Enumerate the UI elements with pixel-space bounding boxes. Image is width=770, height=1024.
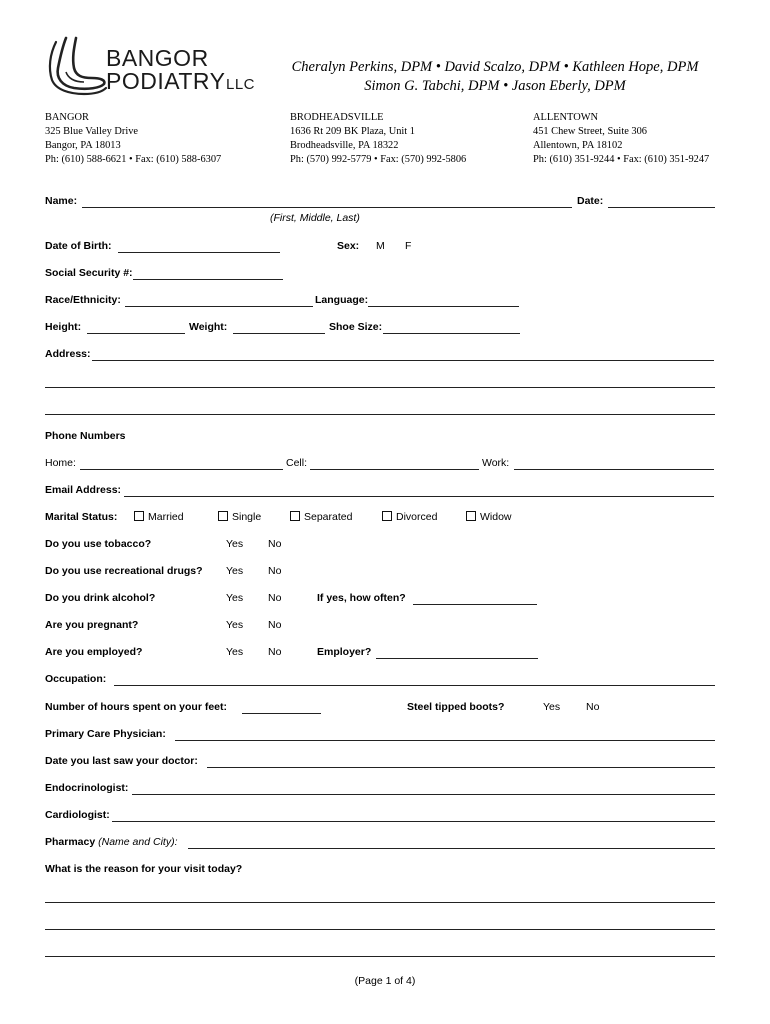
logo — [44, 34, 264, 100]
pcp-field[interactable] — [175, 740, 715, 741]
marital-option-label: Divorced — [396, 511, 438, 523]
office-name: BANGOR — [45, 112, 89, 123]
shoe-size-field[interactable] — [383, 333, 520, 334]
marital-married[interactable] — [134, 511, 184, 523]
pharmacy-label-bold: Pharmacy — [45, 836, 96, 848]
office-street: 451 Chew Street, Suite 306 — [533, 126, 647, 137]
steel-boots-yes[interactable]: Yes — [543, 701, 561, 713]
marital-divorced[interactable] — [382, 511, 437, 523]
steel-boots-no[interactable]: No — [586, 701, 600, 713]
date-field[interactable] — [608, 207, 715, 208]
alcohol-yes[interactable]: Yes — [226, 592, 244, 604]
foot-logo-icon — [44, 34, 108, 96]
email-label: Email Address: — [45, 484, 122, 496]
reason-field-3[interactable] — [45, 956, 715, 957]
office-city: Bangor, PA 18013 — [45, 140, 121, 151]
employed-question: Are you employed? — [45, 646, 143, 658]
doctors-line2: Simon G. Tabchi, DPM • Jason Eberly, DPM — [364, 78, 626, 94]
checkbox[interactable] — [218, 511, 228, 521]
pregnant-question: Are you pregnant? — [45, 619, 139, 631]
page-number: (Page 1 of 4) — [354, 975, 416, 987]
drugs-yes[interactable]: Yes — [226, 565, 244, 577]
employed-yes[interactable]: Yes — [226, 646, 244, 658]
alcohol-no[interactable]: No — [268, 592, 282, 604]
marital-status-label: Marital Status: — [45, 511, 118, 523]
reason-field-1[interactable] — [45, 902, 715, 903]
race-label: Race/Ethnicity: — [45, 294, 121, 306]
office-brodheadsville — [290, 111, 466, 167]
steel-boots-question: Steel tipped boots? — [407, 701, 505, 713]
language-label: Language: — [315, 294, 369, 306]
sex-label: Sex: — [337, 240, 360, 252]
endocrinologist-field[interactable] — [132, 794, 715, 795]
sex-option-m[interactable]: M — [376, 240, 385, 252]
address-field-2[interactable] — [45, 387, 715, 388]
office-city: Allentown, PA 18102 — [533, 140, 623, 151]
pharmacy-label — [45, 836, 177, 848]
phone-numbers-heading: Phone Numbers — [45, 430, 126, 442]
occupation-field[interactable] — [114, 685, 715, 686]
pcp-label: Primary Care Physician: — [45, 728, 166, 740]
office-bangor — [45, 111, 221, 167]
logo-suffix: LLC — [226, 76, 256, 93]
office-street: 1636 Rt 209 BK Plaza, Unit 1 — [290, 126, 415, 137]
marital-option-label: Single — [232, 511, 262, 523]
dob-field[interactable] — [118, 252, 280, 253]
endocrinologist-label: Endocrinologist: — [45, 782, 129, 794]
language-field[interactable] — [368, 306, 519, 307]
pregnant-no[interactable]: No — [268, 619, 282, 631]
shoe-size-label: Shoe Size: — [329, 321, 383, 333]
cell-phone-field[interactable] — [310, 469, 479, 470]
drugs-no[interactable]: No — [268, 565, 282, 577]
date-label: Date: — [577, 195, 604, 207]
tobacco-question: Do you use tobacco? — [45, 538, 152, 550]
occupation-label: Occupation: — [45, 673, 107, 685]
marital-option-label: Widow — [480, 511, 512, 523]
marital-option-label: Separated — [304, 511, 353, 523]
last-visit-label: Date you last saw your doctor: — [45, 755, 198, 767]
marital-widow[interactable] — [466, 511, 512, 523]
how-often-label: If yes, how often? — [317, 592, 406, 604]
checkbox[interactable] — [382, 511, 392, 521]
doctors-line1: Cheralyn Perkins, DPM • David Scalzo, DPM • Kathleen Hope, DPM — [291, 59, 699, 75]
cell-phone-label: Cell: — [286, 457, 308, 469]
hours-on-feet-field[interactable] — [242, 713, 321, 714]
office-name: ALLENTOWN — [533, 112, 599, 123]
height-field[interactable] — [87, 333, 185, 334]
name-field[interactable] — [82, 207, 572, 208]
address-field-1[interactable] — [92, 360, 714, 361]
how-often-field[interactable] — [413, 604, 537, 605]
address-field-3[interactable] — [45, 414, 715, 415]
marital-single[interactable] — [218, 511, 261, 523]
marital-separated[interactable] — [290, 511, 352, 523]
office-city: Brodheadsville, PA 18322 — [290, 140, 399, 151]
marital-option-label: Married — [148, 511, 184, 523]
alcohol-question: Do you drink alcohol? — [45, 592, 156, 604]
logo-line1: BANGOR — [106, 45, 209, 71]
office-name: BRODHEADSVILLE — [290, 112, 384, 123]
pregnant-yes[interactable]: Yes — [226, 619, 244, 631]
work-phone-label: Work: — [482, 457, 510, 469]
office-phone: Ph: (570) 992-5779 • Fax: (570) 992-5806 — [290, 154, 467, 165]
employer-field[interactable] — [376, 658, 538, 659]
sex-option-f[interactable]: F — [405, 240, 412, 252]
tobacco-yes[interactable]: Yes — [226, 538, 244, 550]
last-visit-field[interactable] — [207, 767, 715, 768]
ssn-field[interactable] — [133, 279, 283, 280]
employer-label: Employer? — [317, 646, 372, 658]
office-street: 325 Blue Valley Drive — [45, 126, 139, 137]
hours-on-feet-label: Number of hours spent on your feet: — [45, 701, 228, 713]
checkbox[interactable] — [134, 511, 144, 521]
cardiologist-label: Cardiologist: — [45, 809, 110, 821]
address-label: Address: — [45, 348, 91, 360]
name-hint: (First, Middle, Last) — [270, 212, 360, 224]
checkbox[interactable] — [290, 511, 300, 521]
reason-label: What is the reason for your visit today? — [45, 863, 243, 875]
employed-no[interactable]: No — [268, 646, 282, 658]
checkbox[interactable] — [466, 511, 476, 521]
home-phone-field[interactable] — [80, 469, 283, 470]
work-phone-field[interactable] — [514, 469, 714, 470]
office-allentown — [533, 111, 709, 167]
name-label: Name: — [45, 195, 78, 207]
reason-field-2[interactable] — [45, 929, 715, 930]
ssn-label: Social Security #: — [45, 267, 133, 279]
race-field[interactable] — [125, 306, 313, 307]
weight-field[interactable] — [233, 333, 325, 334]
email-field[interactable] — [124, 496, 714, 497]
drugs-question: Do you use recreational drugs? — [45, 565, 203, 577]
dob-label: Date of Birth: — [45, 240, 112, 252]
pharmacy-field[interactable] — [188, 848, 715, 849]
weight-label: Weight: — [189, 321, 228, 333]
office-phone: Ph: (610) 588-6621 • Fax: (610) 588-6307 — [45, 154, 222, 165]
pharmacy-label-italic: (Name and City): — [98, 836, 178, 848]
tobacco-no[interactable]: No — [268, 538, 282, 550]
home-phone-label: Home: — [45, 457, 76, 469]
logo-line2: PODIATRY — [106, 68, 226, 94]
cardiologist-field[interactable] — [112, 821, 715, 822]
height-label: Height: — [45, 321, 82, 333]
office-phone: Ph: (610) 351-9244 • Fax: (610) 351-9247 — [533, 154, 710, 165]
